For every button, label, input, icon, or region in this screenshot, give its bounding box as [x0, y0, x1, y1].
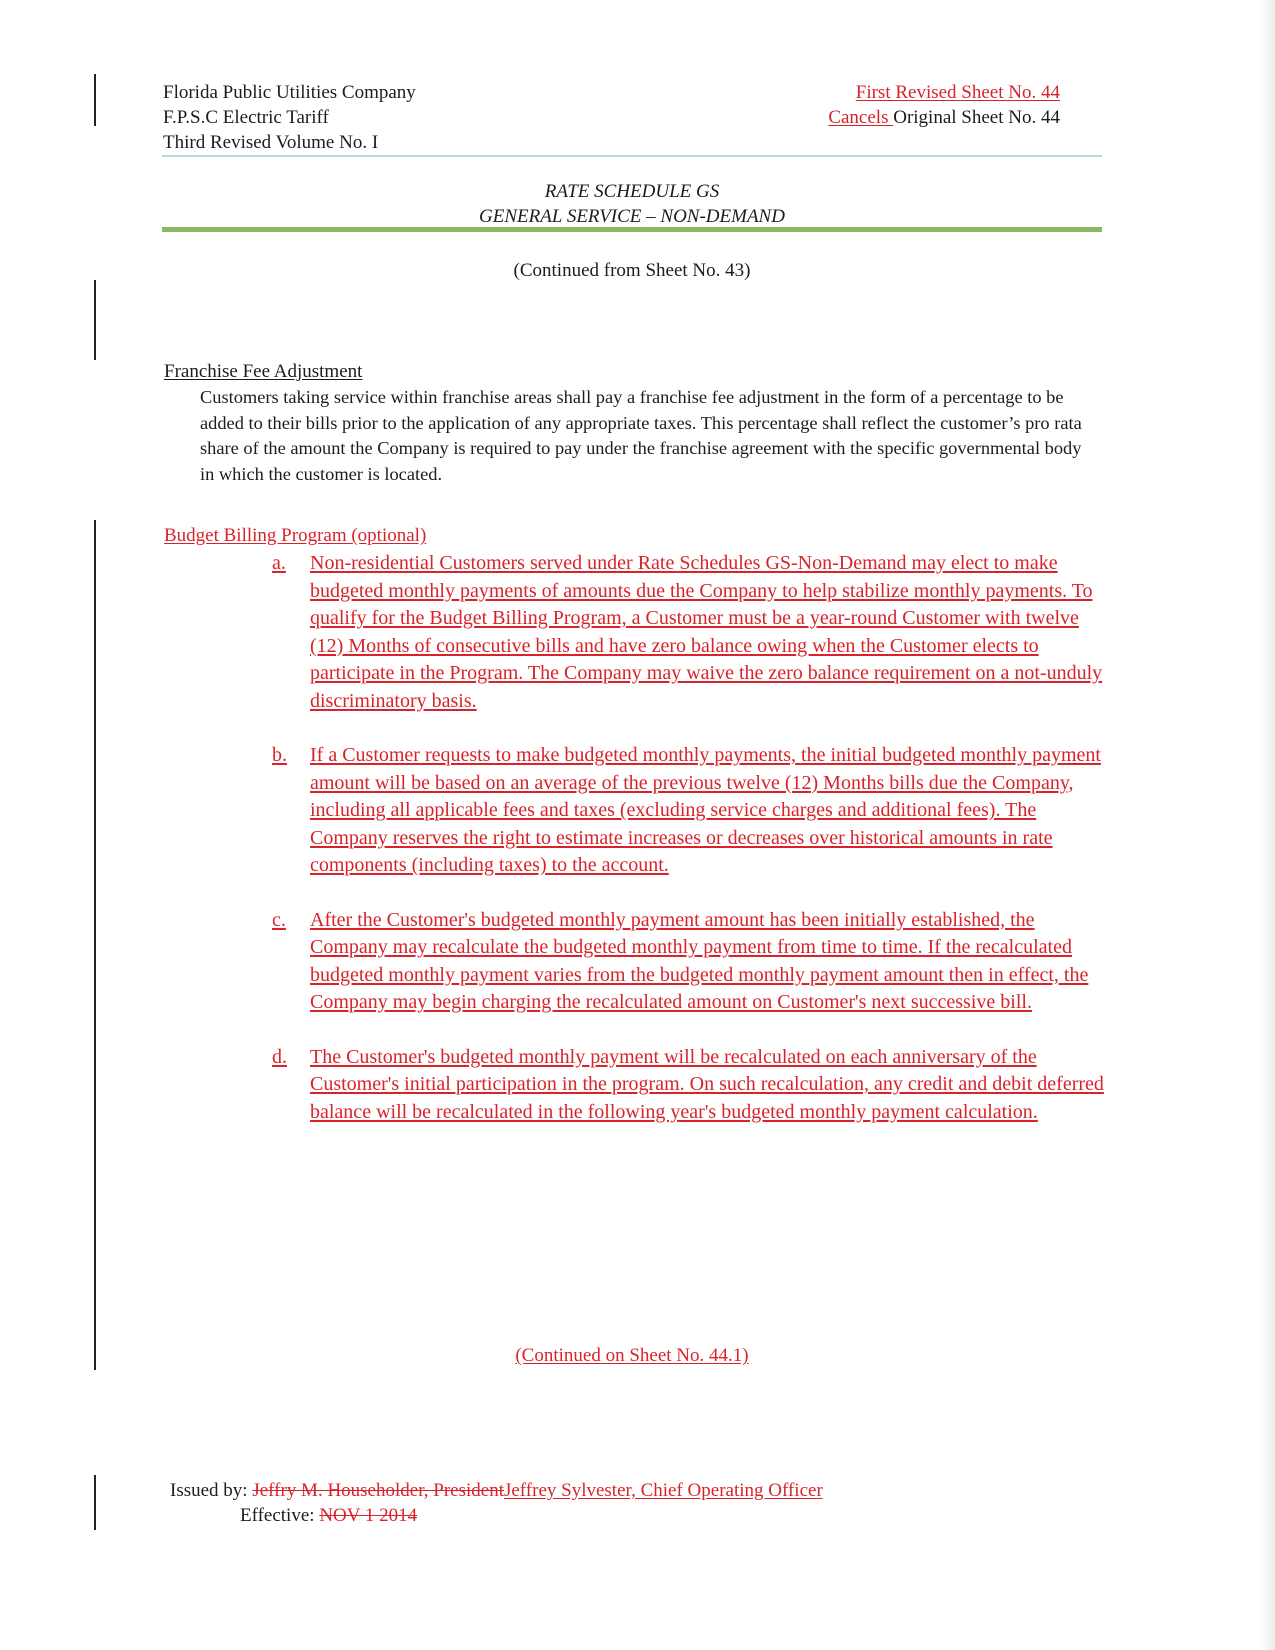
issued-by-line [170, 1480, 823, 1502]
item-text: After the Customer's budgeted monthly payment amount has been initially established, the Company may recalculate the budgeted monthly payment from time to time. If the recalculated budgeted monthly payment varies from the budgeted monthly payment amount then in effect, the Company may begin charging the recalculated amount on Customer's next successive bill. [310, 908, 1089, 1013]
item-letter: c. [272, 908, 286, 931]
list-item [272, 1044, 1112, 1127]
schedule-title-block [162, 179, 1102, 229]
change-bar-continued [94, 280, 96, 360]
tariff-name: F.P.S.C Electric Tariff [163, 107, 329, 128]
list-item [272, 907, 1112, 1017]
change-bar-budget [94, 520, 96, 1370]
effective-label: Effective: [240, 1505, 320, 1526]
schedule-title: RATE SCHEDULE GS [544, 181, 720, 202]
company-name: Florida Public Utilities Company [163, 82, 416, 103]
change-bar-footer [94, 1475, 96, 1530]
page-edge-shadow [1261, 0, 1275, 1650]
issued-old-name: Jeffry M. Householder, President [252, 1480, 504, 1501]
list-item [272, 550, 1112, 715]
effective-old-date: NOV 1 2014 [319, 1505, 418, 1526]
franchise-body: Customers taking service within franchise areas shall pay a franchise fee adjustment in the form of a percentage to be added to their bills prior to the application of any appropriate taxes. This percentage shall reflect the customer’s pro rata share of the amount the Company is required to pay under the franchise agreement with the specific governmental body in which the customer is located. [200, 387, 1082, 484]
item-text: The Customer's budgeted monthly payment will be recalculated on each anniversary of the Customer's initial participation in the program. On such recalculation, any credit and debit deferred balance will be recalculated in the following year's budgeted monthly payment calculation. [310, 1045, 1104, 1123]
change-bar-header [94, 74, 96, 126]
issued-new-name: Jeffrey Sylvester, Chief Operating Officer [503, 1480, 823, 1501]
item-text: If a Customer requests to make budgeted monthly payments, the initial budgeted monthly payment amount will be based on an average of the previous twelve (12) Months bills due the Company, including all applicable fees and taxes (excluding service charges and additional fees). The Company reserves the right to estimate increases or decreases over historical amounts in rate components (including taxes) to the account. [310, 744, 1101, 876]
item-letter: b. [272, 744, 287, 766]
cancels-word: Cancels [828, 107, 894, 128]
header-rule [162, 155, 1102, 157]
cancels-original: Original Sheet No. 44 [893, 107, 1060, 128]
item-text: Non-residential Customers served under Rate Schedules GS-Non-Demand may elect to make budgeted monthly payments of amounts due the Company to help stabilize monthly payments. To qualify for the Budget Billing Program, a Customer must be a year-round Customer with twelve (12) Months of consecutive bills and have zero balance owing when the Customer elects to participate in the Program. The Company may waive the zero balance requirement on a not-unduly discriminatory basis. [310, 552, 1103, 712]
sheet-number: First Revised Sheet No. 44 [855, 82, 1060, 103]
volume-name: Third Revised Volume No. I [163, 132, 379, 153]
item-letter: d. [272, 1045, 287, 1068]
budget-items [272, 550, 1112, 1153]
item-letter: a. [272, 552, 286, 574]
schedule-subtitle: GENERAL SERVICE – NON-DEMAND [479, 206, 785, 227]
list-item [272, 742, 1112, 880]
header-left [163, 80, 416, 155]
effective-line [240, 1505, 417, 1527]
schedule-rule [162, 227, 1102, 232]
continued-on: (Continued on Sheet No. 44.1) [515, 1345, 749, 1366]
cancels-line [760, 105, 1060, 130]
header-right [760, 80, 1060, 130]
franchise-heading: Franchise Fee Adjustment [164, 361, 363, 382]
budget-heading: Budget Billing Program (optional) [164, 525, 427, 546]
issued-label: Issued by: [170, 1480, 253, 1501]
continued-from: (Continued from Sheet No. 43) [513, 260, 751, 281]
